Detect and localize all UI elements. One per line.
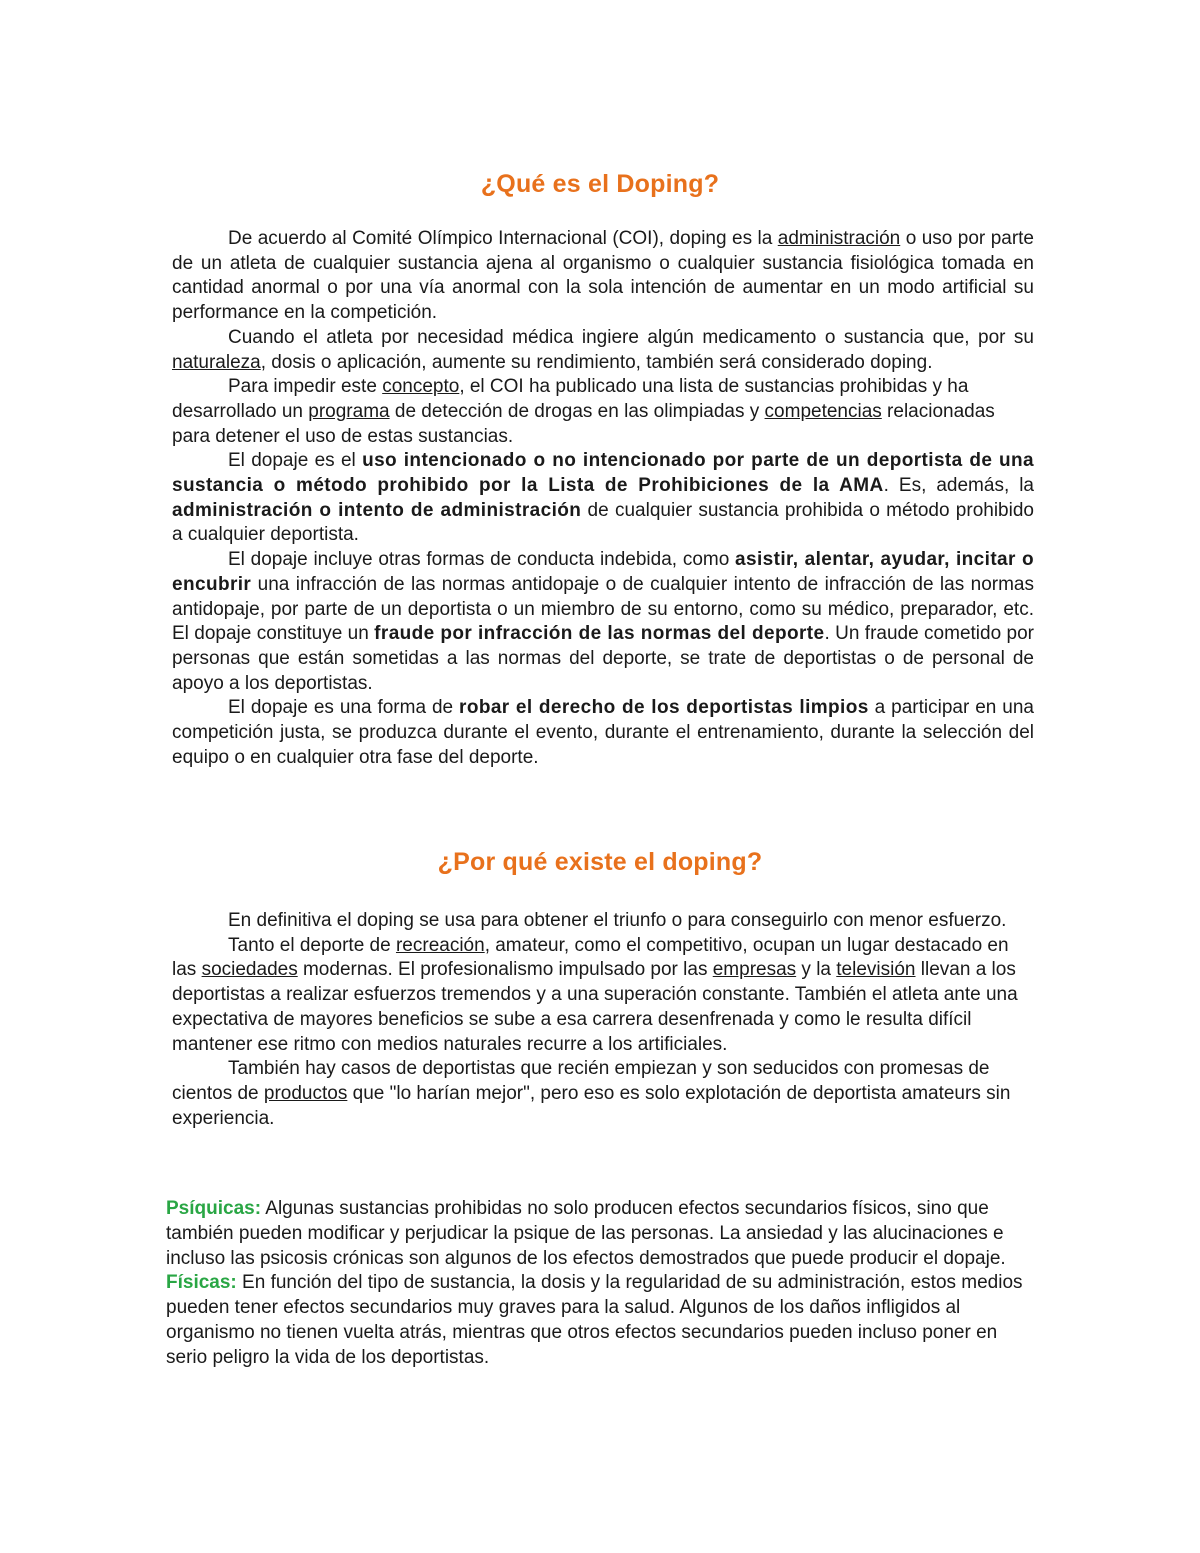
label-physical: Físicas: (166, 1272, 237, 1294)
label-psychic: Psíquicas: (166, 1198, 262, 1219)
section-effects (166, 1197, 1036, 1371)
paragraph-medical-use: Cuando el atleta por necesidad médica ingiere algún medicamento o sustancia que, por su naturaleza, dosis o aplicación, aumente su rendimiento, también será considerado doping. (172, 326, 1034, 373)
paragraph-physical-effects: Físicas: En función del tipo de sustancia, la dosis y la regularidad de su administración, estos medios pueden tener efectos secundarios muy graves para la salud. Algunos de los daños infligidos al organismo no tienen vuelta atrás, mientras que otros efectos secundarios pueden incluso poner en serio peligro la vida de los deportistas. (166, 1272, 1023, 1368)
section-title-why-doping-exists: ¿Por qué existe el doping? (437, 848, 763, 876)
paragraph-professionalism: Tanto el deporte de recreación, amateur, como el competitivo, ocupan un lugar destacado en las sociedades modernas. El profesionalismo impulsado por las empresas y la televisión llevan a los deportistas a realizar esfuerzos tremendos y a una superación constante. También el atleta ante una expectativa de mayores beneficios se sube a esa carrera desenfrenada y como le resulta difícil mantener ese ritmo con medios naturales recurre a los artificiales. (172, 934, 1018, 1055)
link-recreacion[interactable]: recreación (395, 934, 485, 956)
paragraph-purpose: En definitiva el doping se usa para obtener el triunfo o para conseguirlo con menor esfuerzo. (228, 910, 1007, 931)
link-naturaleza[interactable]: naturaleza (172, 351, 261, 373)
link-concepto[interactable]: concepto (382, 376, 460, 398)
link-competencias[interactable]: competencias (764, 400, 882, 422)
link-television[interactable]: televisión (836, 959, 916, 981)
link-empresas[interactable]: empresas (712, 959, 797, 981)
section-why-doping-exists (172, 909, 1034, 1131)
paragraph-clean-athletes: El dopaje es una forma de robar el derecho de los deportistas limpios a participar en una competición justa, se produzca durante el evento, durante el entrenamiento, durante la selección del equipo o en cualquier otra fase del deporte. (172, 697, 1034, 768)
paragraph-coi-program: Para impedir este concepto, el COI ha publicado una lista de sustancias prohibidas y ha desarrollado un programa de detección de drogas en las olimpiadas y competencias relacionadas para detener el uso de estas sustancias. (172, 376, 995, 447)
link-sociedades[interactable]: sociedades (201, 959, 298, 981)
section-what-is-doping (172, 227, 1034, 770)
paragraph-psychic-effects: Psíquicas: Algunas sustancias prohibidas no solo producen efectos secundarios físicos, sino que también pueden modificar y perjudicar la psique de las personas. La ansiedad y las alucinaciones e incluso las psicosis crónicas son algunos de los efectos demostrados que puede producir el dopaje. (166, 1198, 1006, 1269)
section-title-what-is-doping: ¿Qué es el Doping? (480, 170, 720, 198)
paragraph-amateurs: También hay casos de deportistas que recién empiezan y son seducidos con promesas de cientos de productos que "lo harían mejor", pero eso es solo explotación de deportista amateurs sin experiencia. (172, 1058, 1011, 1129)
link-productos[interactable]: productos (263, 1082, 348, 1104)
link-administracion[interactable]: administración (777, 228, 901, 249)
link-programa[interactable]: programa (308, 400, 390, 422)
paragraph-dopaje-definition: El dopaje es el uso intencionado o no intencionado por parte de un deportista de una sustancia o método prohibido por la Lista de Prohibiciones de la AMA. Es, además, la administración o intento de administración de cualquier sustancia prohibida o método prohibido a cualquier deportista. (172, 450, 1034, 546)
paragraph-coi-definition: De acuerdo al Comité Olímpico Internacional (COI), doping es la administración o uso por parte de un atleta de cualquier sustancia ajena al organismo o cualquier sustancia fisiológica tomada en cantidad anormal o por una vía anormal con la sola intención de aumentar en un modo artificial su performance en la competición. (172, 228, 1034, 324)
paragraph-misconduct: El dopaje incluye otras formas de conducta indebida, como asistir, alentar, ayudar, incitar o encubrir una infracción de las normas antidopaje o de cualquier intento de infracción de las normas antidopaje, por parte de un deportista o un miembro de su entorno, como su médico, preparador, etc. El dopaje constituye un fraude por infracción de las normas del deporte. Un fraude cometido por personas que están sometidas a las normas del deporte, se trate de deportistas o de personal de apoyo a los deportistas. (172, 549, 1034, 694)
